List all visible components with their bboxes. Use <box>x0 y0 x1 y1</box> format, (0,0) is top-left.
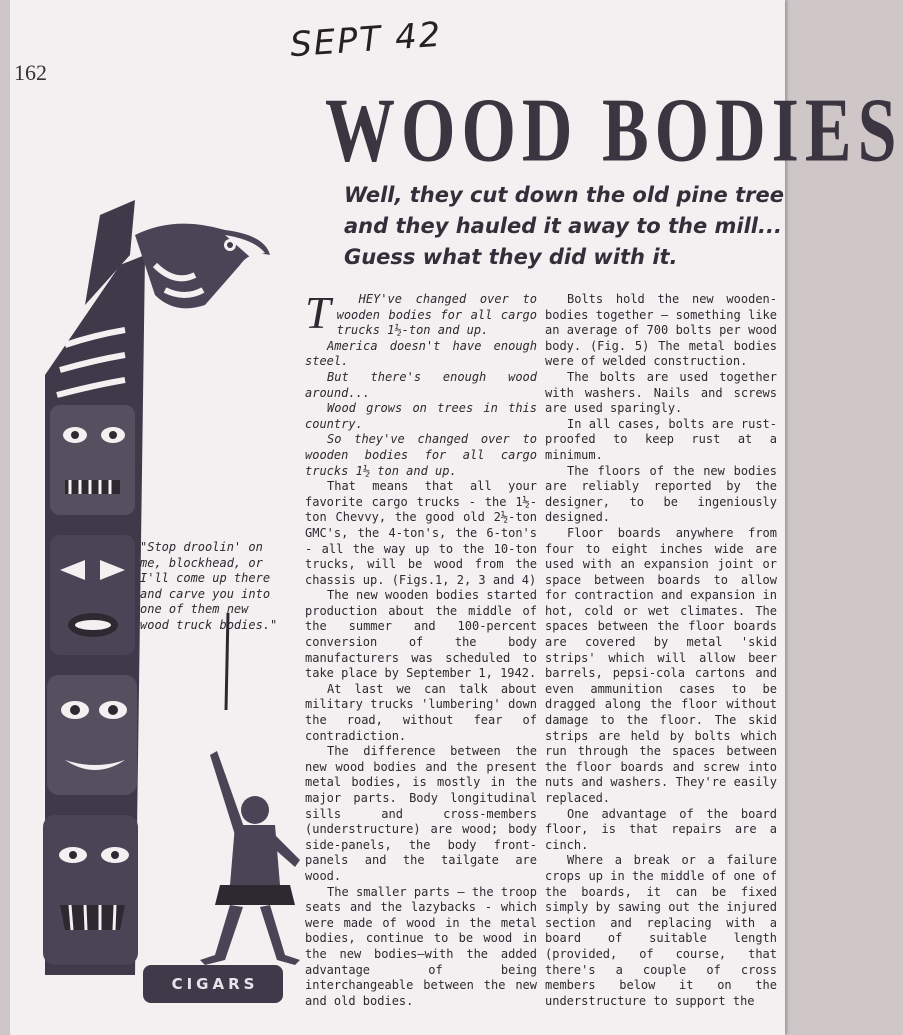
paragraph: The new wooden bodies started production about the middle of the summer and 100-percent conversion of the body manufacturers was scheduled to take place by September 1, 1942. <box>305 588 537 681</box>
paragraph: One advantage of the board floor, is that repairs are a cinch. <box>545 806 777 852</box>
paragraph: That means that all your favorite cargo trucks - the 1½-ton Chevvy, the good old 2½-ton GMC's, the 4-ton's, the 6-ton's - all the way up to the 10-ton trucks, will be wood from the chassis up. (Figs.1, 2, 3 and 4) <box>305 479 537 587</box>
paragraph <box>305 287 537 339</box>
paragraph: Where a break or a failure crops up in the middle of one of the boards, it can be fixed simply by sawing out the injured section and replacing with a board of suitable length (provided, of course, that there's a couple of cross members below it on the understructure to support the <box>545 853 777 1008</box>
paragraph: The difference between the new wood bodies and the present metal bodies, is mostly in the major parts. Body longitudinal sills and cross-members (understructure) are wood; body side-panels, the body front-panels and the tailgate are wood. <box>305 744 537 883</box>
handwritten-date-note: SEPT 42 <box>288 14 444 66</box>
paragraph: The bolts are used together with washers. Nails and screws are used sparingly. <box>545 369 777 416</box>
subhead-line-2: and they hauled it away to the mill... <box>344 214 782 238</box>
paragraph: In all cases, bolts are rust-proofed to keep rust at a minimum. <box>545 416 777 462</box>
subhead-line-3: Guess what they did with it. <box>344 245 678 269</box>
paragraph: America doesn't have enough steel. <box>305 338 537 369</box>
cigars-label: CIGARS <box>171 975 259 993</box>
paragraph: Bolts hold the new wooden-bodies together — something like an average of 700 bolts per wood body. (Fig. 5) The metal bodies were of welded construction. <box>545 292 777 369</box>
illustration-caption: "Stop droolin' on me, blockhead, or I'll come up there and carve you into one of them new wood truck bodies." <box>140 540 278 632</box>
headline: WOOD BODIES <box>325 81 903 182</box>
magazine-page <box>10 0 903 1035</box>
subhead <box>344 180 784 273</box>
article-column-2 <box>545 292 777 1009</box>
paragraph: Floor boards anywhere from four to eight inches wide are used with an expansion joint or space between boards to allow for contraction and expansion in hot, cold or wet climates. The spaces between the floor boards are covered by metal 'skid strips' which will allow beer barrels, pepsi-cola cartons and even ammunition cases to be dragged along the floor without damage to the floor. The skid strips are held by bolts which run through the spaces between the floor boards and screw into nuts and washers. They're easily replaced. <box>545 525 777 805</box>
paragraph-text: HEY've changed over to wooden bodies for all cargo trucks 1½-ton and up. <box>336 292 537 338</box>
paragraph: At last we can talk about military trucks 'lumbering' down the road, without fear of contradiction. <box>305 681 537 743</box>
paragraph: But there's enough wood around... <box>305 369 537 400</box>
paragraph: The floors of the new bodies are reliably reported by the designer, to be ingeniously designed. <box>545 463 777 525</box>
article-column-1 <box>305 287 537 1009</box>
paragraph: So they've changed over to wooden bodies for all cargo trucks 1½ ton and up. <box>305 432 537 478</box>
subhead-line-1: Well, they cut down the old pine tree <box>344 183 784 207</box>
page-number: 162 <box>14 60 47 85</box>
paragraph: The smaller parts — the troop seats and the lazybacks - which were made of wood in the metal bodies, continue to be wood in the new bodies—with the added advantage of being interchangeable between the new and old bodies. <box>305 884 537 1008</box>
dropcap: T <box>305 287 331 338</box>
paragraph: Wood grows on trees in this country. <box>305 401 537 431</box>
